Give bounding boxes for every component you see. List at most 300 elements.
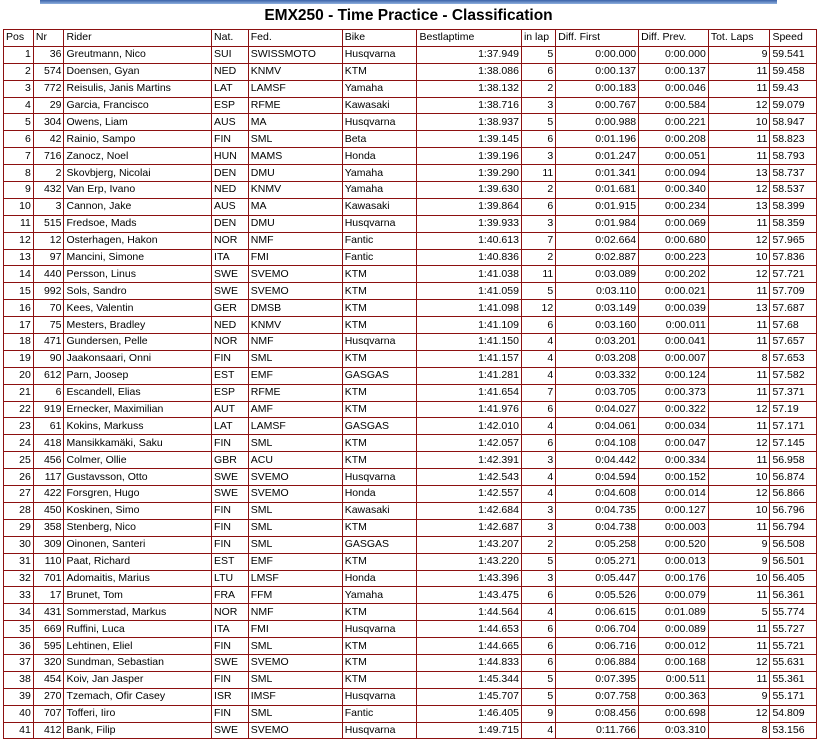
cell-pos: 25 [4,452,34,469]
cell-bike: Husqvarna [342,469,417,486]
cell-tot-laps: 8 [708,722,770,739]
cell-in-lap: 6 [521,401,555,418]
table-row [4,215,817,232]
cell-diff-prev: 0:00.223 [639,249,709,266]
cell-rider: Doensen, Gyan [64,63,212,80]
table-row [4,401,817,418]
cell-speed: 58.793 [770,148,817,165]
cell-bestlaptime: 1:41.098 [417,300,521,317]
cell-tot-laps: 9 [708,553,770,570]
cell-bike: KTM [342,300,417,317]
cell-fed: SML [248,536,342,553]
table-row [4,604,817,621]
cell-fed: SML [248,350,342,367]
cell-fed: NMF [248,334,342,351]
cell-speed: 58.737 [770,165,817,182]
cell-diff-prev: 0:00.021 [639,283,709,300]
cell-diff-prev: 0:00.069 [639,215,709,232]
table-row [4,570,817,587]
cell-bike: Husqvarna [342,621,417,638]
cell-pos: 18 [4,334,34,351]
cell-tot-laps: 12 [708,401,770,418]
cell-bike: KTM [342,350,417,367]
cell-nr: 471 [33,334,64,351]
cell-fed: KNMV [248,182,342,199]
cell-bestlaptime: 1:42.391 [417,452,521,469]
cell-in-lap: 7 [521,232,555,249]
cell-diff-prev: 0:00.363 [639,688,709,705]
cell-in-lap: 5 [521,283,555,300]
cell-bike: KTM [342,266,417,283]
cell-nr: 669 [33,621,64,638]
table-row [4,165,817,182]
cell-pos: 27 [4,486,34,503]
cell-pos: 14 [4,266,34,283]
cell-nat: SWE [212,486,249,503]
cell-diff-prev: 0:00.168 [639,654,709,671]
cell-tot-laps: 11 [708,148,770,165]
table-row [4,266,817,283]
cell-in-lap: 6 [521,621,555,638]
cell-tot-laps: 11 [708,334,770,351]
table-row [4,638,817,655]
cell-diff-prev: 0:00.003 [639,519,709,536]
cell-bike: Beta [342,131,417,148]
cell-tot-laps: 11 [708,671,770,688]
cell-rider: Gustavsson, Otto [64,469,212,486]
cell-fed: IMSF [248,688,342,705]
cell-diff-prev: 0:00.046 [639,80,709,97]
cell-fed: SML [248,502,342,519]
cell-tot-laps: 8 [708,350,770,367]
cell-nr: 701 [33,570,64,587]
cell-tot-laps: 5 [708,604,770,621]
cell-bestlaptime: 1:42.010 [417,418,521,435]
cell-in-lap: 3 [521,570,555,587]
cell-nat: NOR [212,334,249,351]
cell-tot-laps: 9 [708,536,770,553]
cell-diff-first: 0:03.201 [556,334,639,351]
cell-pos: 17 [4,317,34,334]
cell-rider: Stenberg, Nico [64,519,212,536]
cell-in-lap: 5 [521,114,555,131]
cell-bike: Honda [342,148,417,165]
cell-diff-first: 0:07.395 [556,671,639,688]
cell-rider: Paat, Richard [64,553,212,570]
cell-fed: MAMS [248,148,342,165]
cell-bestlaptime: 1:44.833 [417,654,521,671]
cell-diff-first: 0:02.887 [556,249,639,266]
cell-nr: 919 [33,401,64,418]
cell-diff-prev: 0:00.520 [639,536,709,553]
cell-diff-prev: 0:00.014 [639,486,709,503]
cell-nr: 772 [33,80,64,97]
cell-pos: 34 [4,604,34,621]
cell-pos: 41 [4,722,34,739]
cell-in-lap: 4 [521,486,555,503]
table-row [4,131,817,148]
cell-bestlaptime: 1:39.864 [417,198,521,215]
cell-fed: MA [248,198,342,215]
cell-speed: 56.794 [770,519,817,536]
cell-diff-prev: 0:00.124 [639,367,709,384]
cell-tot-laps: 11 [708,418,770,435]
cell-bestlaptime: 1:38.086 [417,63,521,80]
cell-nat: LAT [212,80,249,97]
cell-bike: Husqvarna [342,215,417,232]
cell-nat: LTU [212,570,249,587]
cell-nat: AUS [212,198,249,215]
cell-speed: 56.796 [770,502,817,519]
table-row [4,283,817,300]
cell-bestlaptime: 1:42.543 [417,469,521,486]
cell-bestlaptime: 1:46.405 [417,705,521,722]
table-row [4,536,817,553]
cell-speed: 56.405 [770,570,817,587]
cell-rider: Ernecker, Maximilian [64,401,212,418]
cell-nat: HUN [212,148,249,165]
cell-diff-first: 0:05.447 [556,570,639,587]
cell-nat: SWE [212,469,249,486]
cell-nat: ITA [212,621,249,638]
col-header-in-lap: in lap [521,30,555,47]
cell-bike: KTM [342,671,417,688]
cell-diff-first: 0:06.884 [556,654,639,671]
cell-fed: RFME [248,97,342,114]
cell-bestlaptime: 1:45.344 [417,671,521,688]
cell-rider: Rainio, Sampo [64,131,212,148]
cell-nat: FIN [212,131,249,148]
cell-rider: Owens, Liam [64,114,212,131]
cell-fed: ACU [248,452,342,469]
cell-rider: Garcia, Francisco [64,97,212,114]
cell-bike: GASGAS [342,367,417,384]
col-header-rider: Rider [64,30,212,47]
cell-rider: Van Erp, Ivano [64,182,212,199]
cell-rider: Mesters, Bradley [64,317,212,334]
cell-nr: 3 [33,198,64,215]
cell-pos: 19 [4,350,34,367]
cell-nr: 75 [33,317,64,334]
cell-nat: FRA [212,587,249,604]
cell-nr: 412 [33,722,64,739]
cell-diff-prev: 0:00.698 [639,705,709,722]
cell-rider: Skovbjerg, Nicolai [64,165,212,182]
cell-nr: 431 [33,604,64,621]
cell-diff-prev: 0:00.094 [639,165,709,182]
cell-nr: 454 [33,671,64,688]
cell-diff-prev: 0:00.340 [639,182,709,199]
cell-bike: Fantic [342,705,417,722]
cell-in-lap: 3 [521,148,555,165]
cell-rider: Reisulis, Janis Martins [64,80,212,97]
cell-tot-laps: 12 [708,182,770,199]
cell-nr: 309 [33,536,64,553]
cell-diff-first: 0:04.735 [556,502,639,519]
cell-bike: KTM [342,654,417,671]
cell-speed: 57.687 [770,300,817,317]
cell-bestlaptime: 1:41.150 [417,334,521,351]
cell-nat: ITA [212,249,249,266]
cell-tot-laps: 13 [708,165,770,182]
cell-bike: KTM [342,604,417,621]
cell-rider: Cannon, Jake [64,198,212,215]
cell-pos: 5 [4,114,34,131]
cell-nr: 6 [33,384,64,401]
col-header-bike: Bike [342,30,417,47]
cell-in-lap: 5 [521,553,555,570]
cell-diff-prev: 0:00.373 [639,384,709,401]
cell-speed: 58.947 [770,114,817,131]
cell-diff-first: 0:06.615 [556,604,639,621]
cell-in-lap: 3 [521,519,555,536]
cell-nat: FIN [212,638,249,655]
cell-nat: SWE [212,654,249,671]
cell-diff-prev: 0:00.202 [639,266,709,283]
cell-tot-laps: 11 [708,317,770,334]
cell-bike: Fantic [342,232,417,249]
cell-pos: 16 [4,300,34,317]
cell-diff-first: 0:03.705 [556,384,639,401]
col-header-bestlaptime: Bestlaptime [417,30,521,47]
cell-bestlaptime: 1:41.157 [417,350,521,367]
cell-pos: 10 [4,198,34,215]
cell-diff-prev: 0:00.680 [639,232,709,249]
cell-speed: 56.958 [770,452,817,469]
cell-nr: 418 [33,435,64,452]
cell-diff-prev: 0:00.511 [639,671,709,688]
cell-bike: Husqvarna [342,334,417,351]
cell-speed: 54.809 [770,705,817,722]
cell-in-lap: 6 [521,317,555,334]
table-row [4,587,817,604]
col-header-nat: Nat. [212,30,249,47]
cell-bike: Husqvarna [342,722,417,739]
cell-speed: 59.079 [770,97,817,114]
cell-in-lap: 3 [521,502,555,519]
cell-bike: Honda [342,486,417,503]
cell-nr: 110 [33,553,64,570]
cell-speed: 57.68 [770,317,817,334]
cell-bestlaptime: 1:45.707 [417,688,521,705]
cell-rider: Mancini, Simone [64,249,212,266]
cell-speed: 57.582 [770,367,817,384]
cell-in-lap: 4 [521,722,555,739]
cell-nr: 432 [33,182,64,199]
cell-fed: EMF [248,553,342,570]
cell-speed: 55.171 [770,688,817,705]
cell-bestlaptime: 1:38.937 [417,114,521,131]
cell-fed: MA [248,114,342,131]
cell-speed: 57.836 [770,249,817,266]
cell-speed: 59.458 [770,63,817,80]
cell-tot-laps: 11 [708,80,770,97]
cell-in-lap: 7 [521,384,555,401]
table-row [4,671,817,688]
cell-in-lap: 5 [521,671,555,688]
cell-pos: 8 [4,165,34,182]
cell-tot-laps: 10 [708,469,770,486]
cell-nr: 42 [33,131,64,148]
cell-nat: AUT [212,401,249,418]
cell-bestlaptime: 1:39.933 [417,215,521,232]
cell-bestlaptime: 1:41.059 [417,283,521,300]
cell-rider: Persson, Linus [64,266,212,283]
cell-nat: ESP [212,97,249,114]
cell-rider: Adomaitis, Marius [64,570,212,587]
cell-nr: 612 [33,367,64,384]
table-row [4,182,817,199]
table-row [4,63,817,80]
cell-in-lap: 12 [521,300,555,317]
cell-rider: Sommerstad, Markus [64,604,212,621]
cell-nat: SUI [212,46,249,63]
cell-in-lap: 2 [521,182,555,199]
cell-diff-first: 0:03.110 [556,283,639,300]
cell-in-lap: 2 [521,80,555,97]
cell-diff-first: 0:06.704 [556,621,639,638]
cell-bike: Yamaha [342,80,417,97]
cell-bike: GASGAS [342,536,417,553]
cell-tot-laps: 11 [708,621,770,638]
table-header-row [4,30,817,47]
cell-bike: Husqvarna [342,114,417,131]
cell-fed: SVEMO [248,722,342,739]
cell-nat: FIN [212,350,249,367]
cell-bestlaptime: 1:39.145 [417,131,521,148]
cell-diff-prev: 0:00.041 [639,334,709,351]
cell-tot-laps: 12 [708,435,770,452]
cell-bike: KTM [342,519,417,536]
cell-rider: Koiv, Jan Jasper [64,671,212,688]
cell-speed: 58.399 [770,198,817,215]
cell-rider: Parn, Joosep [64,367,212,384]
cell-diff-prev: 0:00.234 [639,198,709,215]
col-header-pos: Pos [4,30,34,47]
cell-speed: 58.537 [770,182,817,199]
cell-diff-first: 0:01.984 [556,215,639,232]
cell-nr: 90 [33,350,64,367]
cell-rider: Mansikkamäki, Saku [64,435,212,452]
cell-diff-prev: 0:00.013 [639,553,709,570]
table-row [4,334,817,351]
cell-in-lap: 4 [521,367,555,384]
cell-diff-prev: 0:00.089 [639,621,709,638]
cell-bike: Yamaha [342,587,417,604]
cell-rider: Forsgren, Hugo [64,486,212,503]
cell-rider: Colmer, Ollie [64,452,212,469]
cell-fed: EMF [248,367,342,384]
cell-fed: SVEMO [248,266,342,283]
col-header-speed: Speed [770,30,817,47]
cell-in-lap: 9 [521,705,555,722]
cell-bestlaptime: 1:39.630 [417,182,521,199]
cell-diff-first: 0:01.247 [556,148,639,165]
cell-nr: 595 [33,638,64,655]
cell-bestlaptime: 1:40.836 [417,249,521,266]
cell-rider: Tofferi, Iiro [64,705,212,722]
cell-rider: Jaakonsaari, Onni [64,350,212,367]
cell-bestlaptime: 1:37.949 [417,46,521,63]
cell-pos: 7 [4,148,34,165]
cell-speed: 57.657 [770,334,817,351]
classification-rows [4,46,817,739]
cell-nat: NOR [212,232,249,249]
cell-bestlaptime: 1:44.653 [417,621,521,638]
cell-rider: Bank, Filip [64,722,212,739]
cell-tot-laps: 12 [708,486,770,503]
cell-nat: LAT [212,418,249,435]
cell-bestlaptime: 1:41.109 [417,317,521,334]
cell-diff-prev: 0:00.152 [639,469,709,486]
cell-diff-first: 0:04.061 [556,418,639,435]
cell-nr: 304 [33,114,64,131]
cell-pos: 31 [4,553,34,570]
cell-nat: ISR [212,688,249,705]
cell-diff-prev: 0:03.310 [639,722,709,739]
cell-diff-first: 0:01.196 [556,131,639,148]
cell-nr: 61 [33,418,64,435]
cell-diff-prev: 0:00.007 [639,350,709,367]
cell-nr: 36 [33,46,64,63]
cell-nr: 716 [33,148,64,165]
cell-diff-prev: 0:00.334 [639,452,709,469]
cell-tot-laps: 11 [708,384,770,401]
table-row [4,519,817,536]
cell-speed: 56.501 [770,553,817,570]
cell-nat: NED [212,317,249,334]
cell-speed: 55.774 [770,604,817,621]
cell-tot-laps: 11 [708,638,770,655]
cell-fed: RFME [248,384,342,401]
cell-tot-laps: 11 [708,452,770,469]
cell-nr: 358 [33,519,64,536]
cell-pos: 28 [4,502,34,519]
table-row [4,469,817,486]
cell-bestlaptime: 1:42.557 [417,486,521,503]
cell-diff-first: 0:01.915 [556,198,639,215]
cell-nr: 707 [33,705,64,722]
cell-pos: 39 [4,688,34,705]
cell-rider: Ruffini, Luca [64,621,212,638]
cell-bestlaptime: 1:42.057 [417,435,521,452]
cell-bike: Honda [342,570,417,587]
cell-fed: DMSB [248,300,342,317]
cell-bestlaptime: 1:44.564 [417,604,521,621]
cell-bike: KTM [342,384,417,401]
cell-fed: KNMV [248,317,342,334]
cell-speed: 57.965 [770,232,817,249]
cell-diff-first: 0:03.332 [556,367,639,384]
cell-diff-first: 0:07.758 [556,688,639,705]
cell-rider: Brunet, Tom [64,587,212,604]
cell-fed: FFM [248,587,342,604]
table-row [4,688,817,705]
col-header-diff-first: Diff. First [556,30,639,47]
cell-diff-first: 0:03.149 [556,300,639,317]
cell-rider: Gundersen, Pelle [64,334,212,351]
cell-diff-prev: 0:00.208 [639,131,709,148]
cell-bestlaptime: 1:44.665 [417,638,521,655]
cell-in-lap: 4 [521,350,555,367]
table-row [4,300,817,317]
cell-pos: 33 [4,587,34,604]
cell-nat: EST [212,553,249,570]
cell-diff-first: 0:04.608 [556,486,639,503]
cell-bike: Husqvarna [342,688,417,705]
table-row [4,384,817,401]
cell-speed: 56.361 [770,587,817,604]
